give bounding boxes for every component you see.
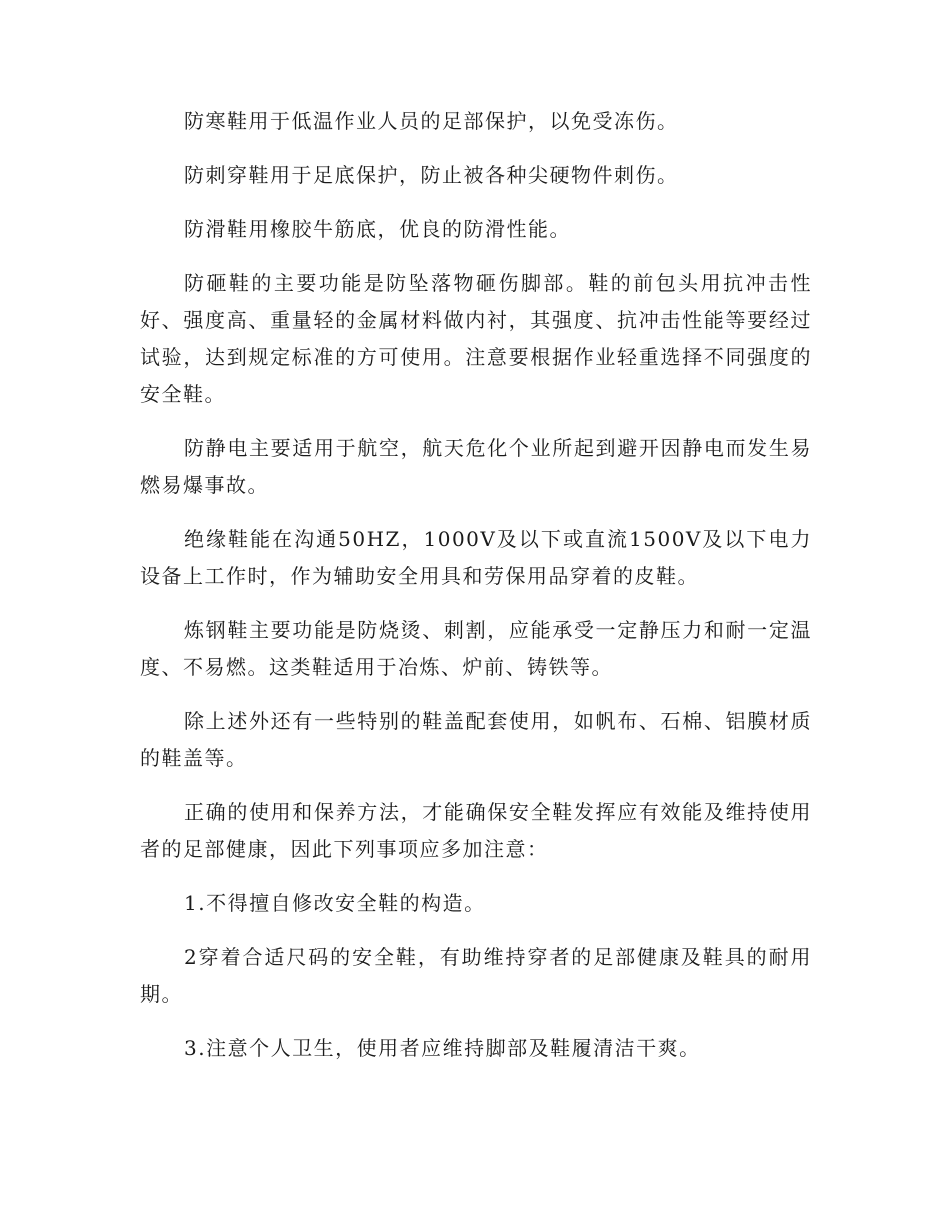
paragraph-anti-slip-shoes: 防滑鞋用橡胶牛筋底，优良的防滑性能。 <box>184 217 571 241</box>
paragraph-steelmaking-shoes: 炼钢鞋主要功能是防烧烫、刺割，应能承受一定静压力和耐一定温度、不易燃。这类鞋适用于冶炼、炉前、铸铁等。 <box>140 618 812 679</box>
paragraph-usage-and-care: 正确的使用和保养方法，才能确保安全鞋发挥应有效能及维持使用者的足部健康，因此下列事项应多加注意： <box>140 800 812 861</box>
list-item-3: 3.注意个人卫生，使用者应维持脚部及鞋履清洁干爽。 <box>184 1036 701 1060</box>
document-page <box>140 103 812 1084</box>
paragraph-anti-smash-shoes: 防砸鞋的主要功能是防坠落物砸伤脚部。鞋的前包头用抗冲击性好、强度高、重量轻的金属材料做内衬，其强度、抗冲击性能等要经过试验，达到规定标准的方可使用。注意要根据作业轻重选择不同强度的安全鞋。 <box>140 271 812 406</box>
paragraph-anti-static-shoes: 防静电主要适用于航空，航天危化个业所起到避开因静电而发生易燃易爆事故。 <box>140 436 812 497</box>
paragraph-shoe-covers: 除上述外还有一些特别的鞋盖配套使用，如帆布、石棉、铝膜材质的鞋盖等。 <box>140 709 812 770</box>
list-item-2: 2穿着合适尺码的安全鞋，有助维持穿者的足部健康及鞋具的耐用期。 <box>140 945 812 1006</box>
paragraph-puncture-proof-shoes: 防刺穿鞋用于足底保护，防止被各种尖硬物件刺伤。 <box>184 163 679 187</box>
list-item-1: 1.不得擅自修改安全鞋的构造。 <box>184 891 486 915</box>
paragraph-insulated-shoes: 绝缘鞋能在沟通50HZ，1000V及以下或直流1500V及以下电力设备上工作时，作为辅助安全用具和劳保用品穿着的皮鞋。 <box>140 527 812 588</box>
paragraph-cold-protection-shoes: 防寒鞋用于低温作业人员的足部保护，以免受冻伤。 <box>184 109 679 133</box>
